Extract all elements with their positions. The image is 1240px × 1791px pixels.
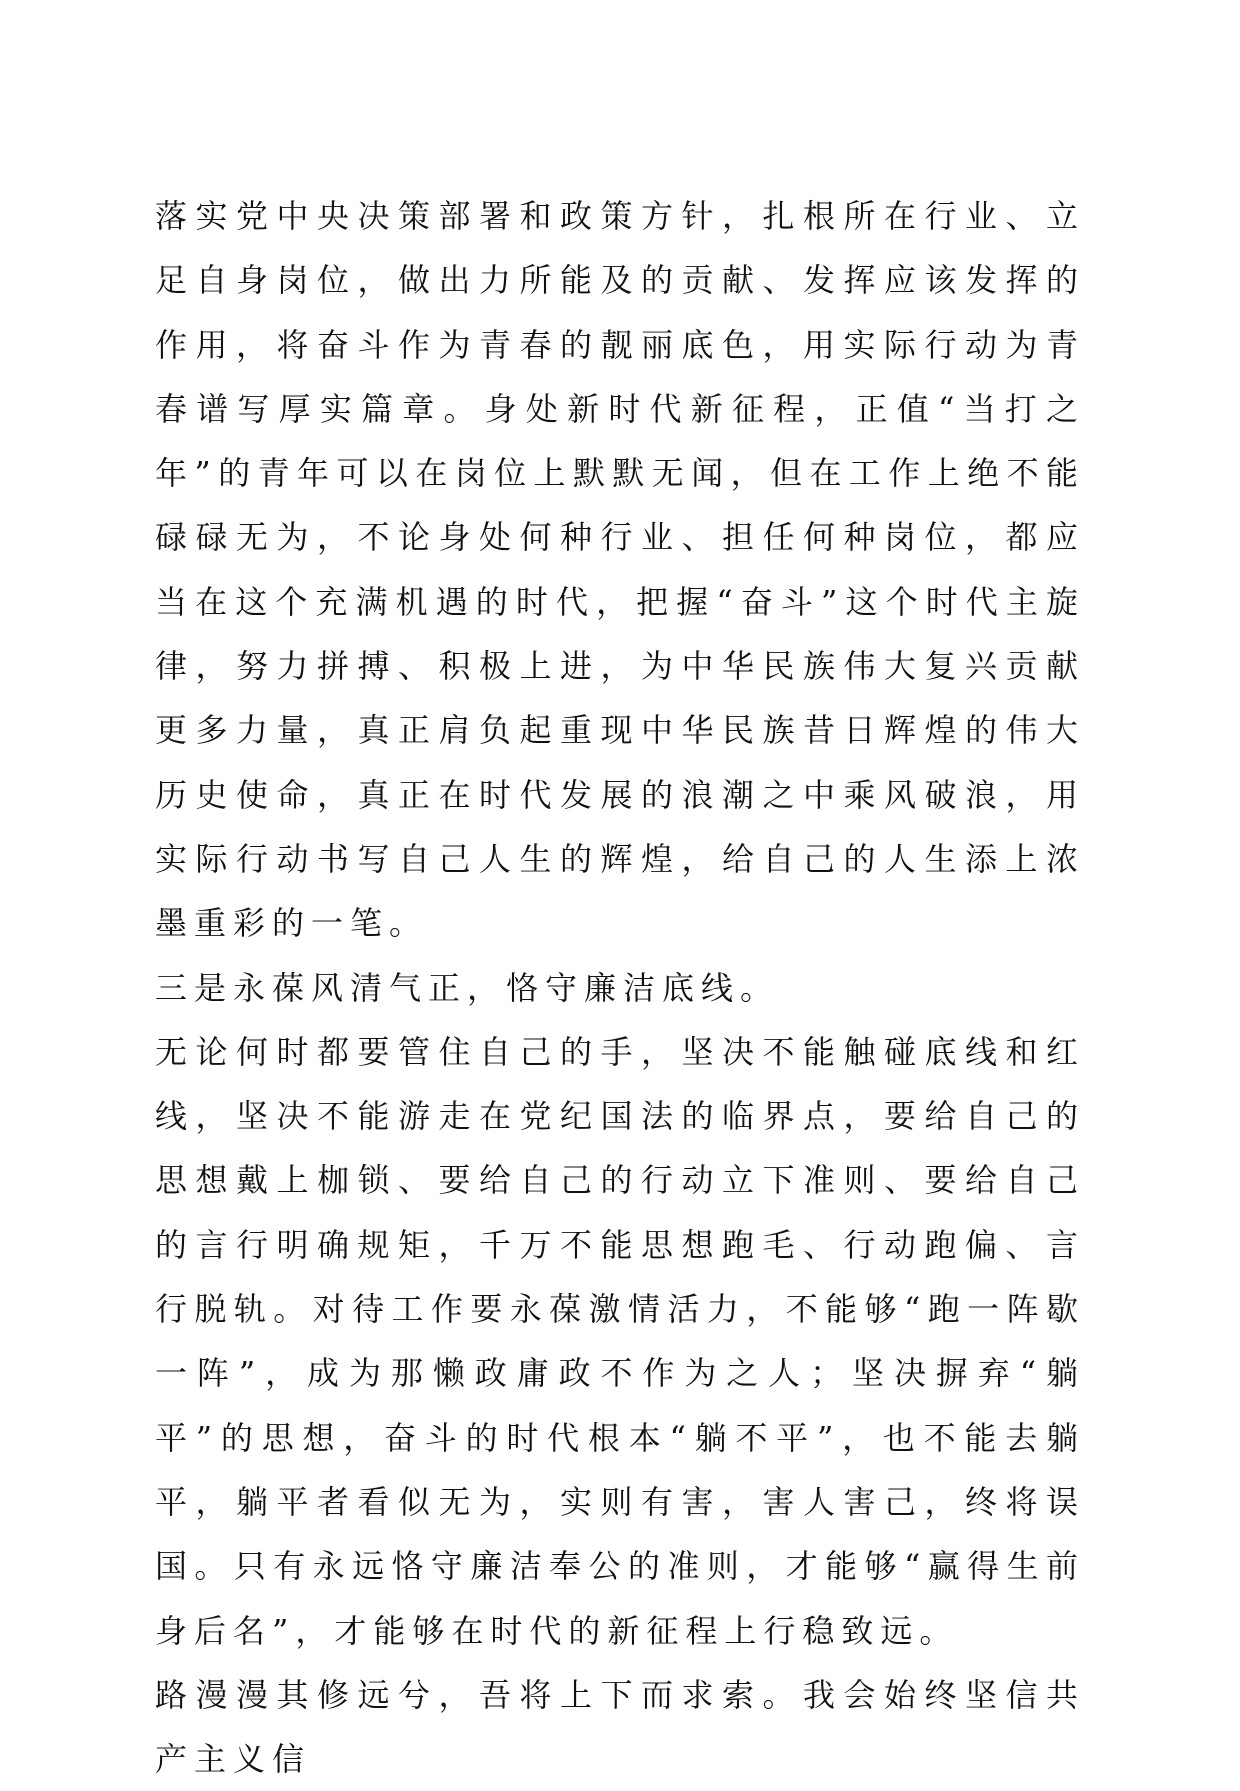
paragraph-3: 路漫漫其修远兮，吾将上下而求索。我会始终坚信共产主义信 — [155, 1675, 1085, 1779]
paragraph-2: 无论何时都要管住自己的手，坚决不能触碰底线和红线，坚决不能游走在党纪国法的临界点，要给自己的思想戴上枷锁、要给自己的行动立下准则、要给自己的言行明确规矩，千万不能思想跑毛、行动跑偏、言行脱轨。对待工作要永葆激情活力，不能够“跑一阵歇一阵”，成为那懒政庸政不作为之人；坚决摒弃“躺平”的思想，奋斗的时代根本“躺不平”，也不能去躺平，躺平者看似无为，实则有害，害人害己，终将误国。只有永远恪守廉洁奉公的准则，才能够“赢得生前身后名”，才能够在时代的新征程上行稳致远。 — [155, 1032, 1085, 1650]
document-body — [155, 184, 1085, 1791]
section-heading: 三是永葆风清气正，恪守廉洁底线。 — [155, 968, 780, 1007]
paragraph-1: 落实党中央决策部署和政策方针，扎根所在行业、立足自身岗位，做出力所能及的贡献、发挥应该发挥的作用，将奋斗作为青春的靓丽底色，用实际行动为青春谱写厚实篇章。身处新时代新征程，正值“当打之年”的青年可以在岗位上默默无闻，但在工作上绝不能碌碌无为，不论身处何种行业、担任何种岗位，都应当在这个充满机遇的时代，把握“奋斗”这个时代主旋律，努力拼搏、积极上进，为中华民族伟大复兴贡献更多力量，真正肩负起重现中华民族昔日辉煌的伟大历史使命，真正在时代发展的浪潮之中乘风破浪，用实际行动书写自己人生的辉煌，给自己的人生添上浓墨重彩的一笔。 — [155, 197, 1085, 943]
